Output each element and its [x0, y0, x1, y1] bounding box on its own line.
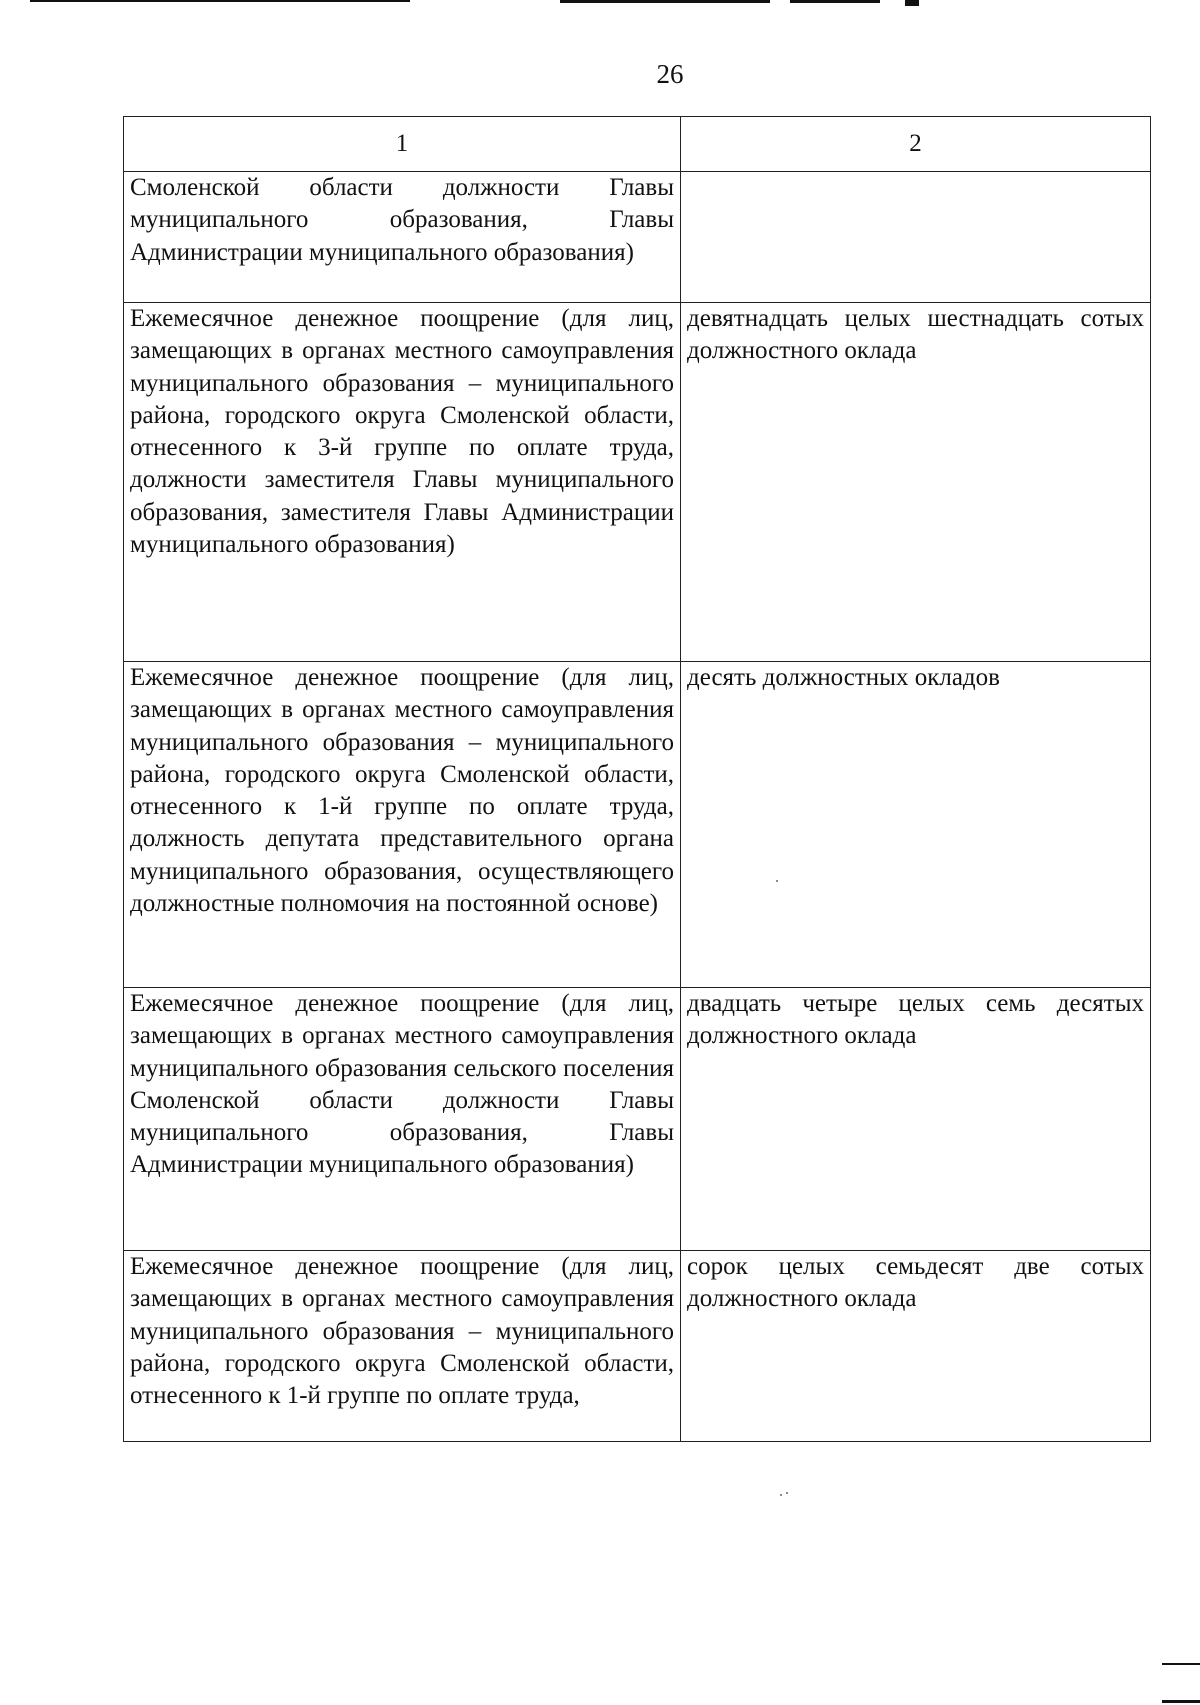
- page-number: 26: [656, 59, 684, 89]
- scan-artifact: [30, 0, 410, 2]
- table-row: [124, 303, 1151, 662]
- scan-edge-mark: [1162, 1700, 1200, 1703]
- position-description-cell: Смоленской области должности Главы муниципального образования, Главы Администрации муниципального образования): [124, 172, 681, 303]
- payment-amount-cell: двадцать четыре целых семь десятых должностного оклада: [681, 988, 1151, 1251]
- position-description-cell: Ежемесячное денежное поощрение (для лиц, замещающих в органах местного самоуправления муниципального образования сельского поселения Смоленской области должности Главы муниципального образования, Главы Администрации муниципального образования): [124, 988, 681, 1251]
- scan-speck: [776, 880, 778, 882]
- table-row: [124, 988, 1151, 1251]
- column-header-1: 1: [124, 117, 681, 172]
- scan-speck: [780, 1494, 782, 1496]
- table-row: [124, 662, 1151, 988]
- scan-artifact: [905, 0, 919, 6]
- position-description-cell: Ежемесячное денежное поощрение (для лиц, замещающих в органах местного самоуправления муниципального образования – муниципального района, городского округа Смоленской области, отнесенного к 1-й группе по оплате труда,: [124, 1251, 681, 1442]
- position-description-cell: Ежемесячное денежное поощрение (для лиц, замещающих в органах местного самоуправления муниципального образования – муниципального района, городского округа Смоленской области, отнесенного к 3-й группе по оплате труда, должности заместителя Главы муниципального образования, заместителя Главы Администрации муниципального образования): [124, 303, 681, 662]
- table-row: [124, 172, 1151, 303]
- scan-artifact: [560, 0, 770, 3]
- scan-speck: [786, 1492, 788, 1494]
- compensation-table: [123, 116, 1151, 1442]
- table-header-row: [124, 117, 1151, 172]
- scan-artifact: [790, 0, 880, 3]
- payment-amount-cell: десять должностных окладов: [681, 662, 1151, 988]
- scan-edge-mark: [1162, 1663, 1200, 1665]
- payment-amount-cell: девятнадцать целых шестнадцать сотых должностного оклада: [681, 303, 1151, 662]
- table-row: [124, 1251, 1151, 1442]
- payment-amount-cell: сорок целых семьдесят две сотых должностного оклада: [681, 1251, 1151, 1442]
- payment-amount-cell: [681, 172, 1151, 303]
- column-header-2: 2: [681, 117, 1151, 172]
- position-description-cell: Ежемесячное денежное поощрение (для лиц, замещающих в органах местного самоуправления муниципального образования – муниципального района, городского округа Смоленской области, отнесенного к 1-й группе по оплате труда, должность депутата представительного органа муниципального образования, осуществляющего должностные полномочия на постоянной основе): [124, 662, 681, 988]
